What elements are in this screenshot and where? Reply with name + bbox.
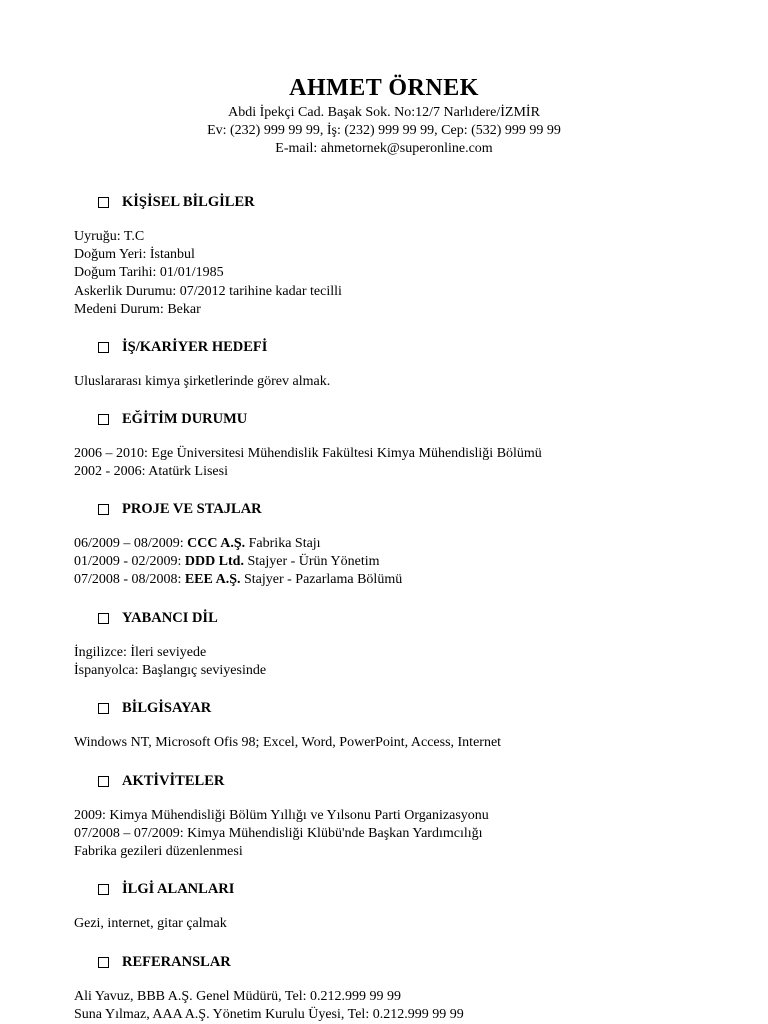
phone-numbers: Ev: (232) 999 99 99, İş: (232) 999 99 99, Cep: (532) 999 99 99 [207, 123, 561, 138]
section-body [74, 807, 754, 862]
list-item: Medeni Durum: Bekar [74, 301, 201, 317]
section-languages [74, 608, 754, 680]
address: Abdi İpekçi Cad. Başak Sok. No:12/7 Narlıdere/İZMİR [228, 105, 540, 120]
section-title: İŞ/KARİYER HEDEFİ [122, 339, 268, 355]
list-item: 07/2008 – 07/2009: Kimya Mühendisliği Klübü'nde Başkan Yardımcılığı [74, 826, 483, 842]
list-item: Uluslararası kimya şirketlerinde görev almak. [74, 374, 331, 389]
section-heading [98, 337, 754, 357]
project-date: 07/2008 - 08/2008: [74, 572, 185, 588]
section-career [74, 337, 754, 391]
section-heading [98, 608, 754, 628]
checkbox-icon [98, 703, 109, 714]
section-body [74, 734, 754, 752]
cv-header [0, 72, 768, 158]
checkbox-icon [98, 197, 109, 208]
list-item: Fabrika gezileri düzenlenmesi [74, 844, 243, 860]
project-description: Stajyer - Ürün Yönetim [243, 554, 380, 570]
project-date: 06/2009 – 08/2009: [74, 536, 188, 551]
section-heading [98, 771, 754, 791]
section-heading [98, 499, 754, 519]
list-item: 2002 - 2006: Atatürk Lisesi [74, 464, 228, 480]
section-body [74, 535, 754, 590]
list-item: Doğum Yeri: İstanbul [74, 247, 195, 263]
section-body [74, 644, 754, 680]
email: E-mail: ahmetornek@superonline.com [275, 141, 493, 156]
list-item [74, 571, 754, 589]
project-description: Stajyer - Pazarlama Bölümü [240, 572, 403, 588]
section-body [74, 915, 754, 933]
list-item: İngilizce: İleri seviyede [74, 645, 207, 660]
section-title: PROJE VE STAJLAR [122, 501, 262, 517]
list-item: Ali Yavuz, BBB A.Ş. Genel Müdürü, Tel: 0.212.999 99 99 [74, 989, 401, 1004]
list-item: 2009: Kimya Mühendisliği Bölüm Yıllığı ve Yılsonu Parti Organizasyonu [74, 808, 489, 823]
section-title: BİLGİSAYAR [122, 700, 212, 716]
checkbox-icon [98, 342, 109, 353]
list-item [74, 553, 754, 571]
list-item: Askerlik Durumu: 07/2012 tarihine kadar tecilli [74, 283, 342, 299]
checkbox-icon [98, 613, 109, 624]
project-company: DDD Ltd. [184, 554, 244, 570]
list-item: Suna Yılmaz, AAA A.Ş. Yönetim Kurulu Üyesi, Tel: 0.212.999 99 99 [74, 1007, 464, 1023]
section-heading [98, 192, 754, 212]
checkbox-icon [98, 414, 109, 425]
list-item: Windows NT, Microsoft Ofis 98; Excel, Word, PowerPoint, Access, Internet [74, 735, 502, 750]
list-item [74, 535, 754, 553]
section-title: EĞİTİM DURUMU [122, 411, 248, 427]
section-computer [74, 698, 754, 752]
section-title: KİŞİSEL BİLGİLER [122, 194, 255, 210]
section-heading [98, 952, 754, 972]
candidate-name: AHMET ÖRNEK [289, 75, 479, 101]
section-body [74, 228, 754, 319]
list-item: İspanyolca: Başlangıç seviyesinde [74, 663, 267, 679]
section-heading [98, 879, 754, 899]
section-education [74, 409, 754, 481]
project-company: EEE A.Ş. [184, 572, 241, 588]
list-item: Uyruğu: T.C [74, 229, 145, 244]
section-title: AKTİVİTELER [122, 773, 225, 789]
section-title: YABANCI DİL [122, 610, 218, 626]
section-title: İLGİ ALANLARI [122, 881, 235, 897]
section-projects [74, 499, 754, 590]
list-item: 2006 – 2010: Ege Üniversitesi Mühendislik Fakültesi Kimya Mühendisliği Bölümü [74, 446, 542, 461]
project-company: CCC A.Ş. [187, 536, 246, 551]
section-activities [74, 771, 754, 862]
section-personal [74, 192, 754, 319]
checkbox-icon [98, 884, 109, 895]
checkbox-icon [98, 504, 109, 515]
checkbox-icon [98, 957, 109, 968]
section-body [74, 988, 754, 1024]
list-item: Doğum Tarihi: 01/01/1985 [74, 265, 224, 281]
list-item: Gezi, internet, gitar çalmak [74, 916, 227, 931]
project-date: 01/2009 - 02/2009: [74, 554, 185, 570]
section-interests [74, 879, 754, 933]
section-references [74, 952, 754, 1024]
section-body [74, 373, 754, 391]
section-body [74, 445, 754, 481]
section-title: REFERANSLAR [122, 954, 231, 970]
checkbox-icon [98, 776, 109, 787]
section-heading [98, 409, 754, 429]
project-description: Fabrika Stajı [245, 536, 321, 551]
section-heading [98, 698, 754, 718]
